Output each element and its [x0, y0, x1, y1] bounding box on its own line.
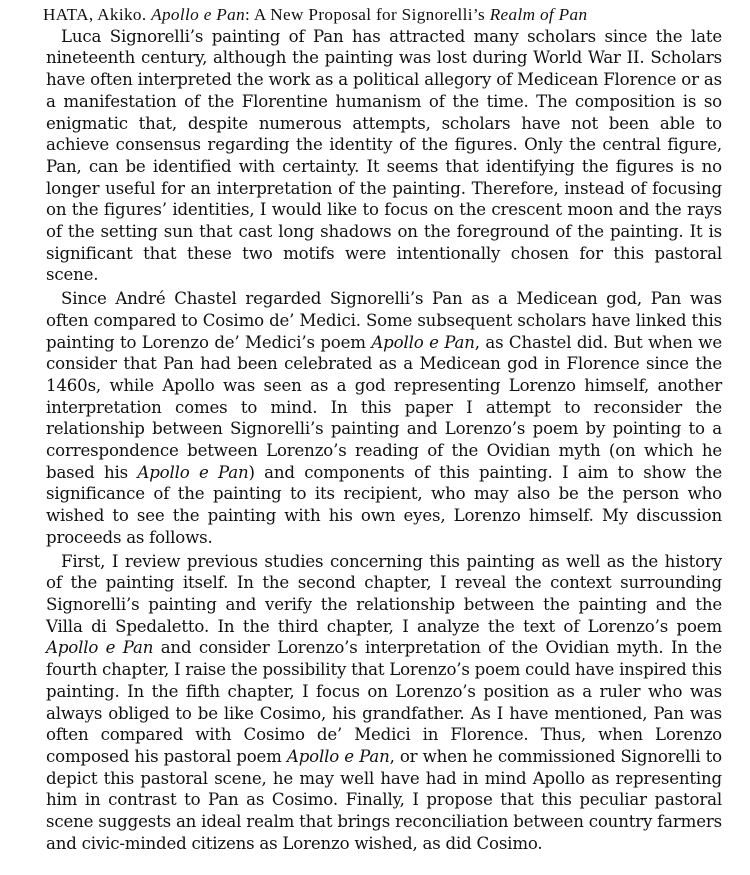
paragraph-2	[46, 288, 722, 548]
paragraph-3-italic-1: Apollo e Pan	[46, 638, 154, 658]
paragraph-2-italic-2: Apollo e Pan	[137, 462, 249, 482]
title-italic-part: Apollo e Pan	[151, 5, 246, 24]
paragraph-3	[46, 551, 722, 855]
paragraph-3-text-1: First, I review previous studies concerning this painting as well as the history of the painting itself. In the second chapter, I reveal the context surrounding Signorelli’s painting and verify the relationship between the painting and the Villa di Spedaletto. In the third chapter, I analyze the text of Lorenzo’s poem	[46, 551, 722, 636]
paragraph-1	[46, 26, 722, 286]
paragraph-2-text-3: ) and components of this painting. I aim to show the significance of the painting to its recipient, who may also be the person who wished to see the painting with his own eyes, Lorenzo himself. My discussion proceeds as follows.	[46, 462, 722, 547]
paragraph-3-text-2: and consider Lorenzo’s interpretation of the Ovidian myth. In the fourth chapter, I raise the possibility that Lorenzo’s poem could have inspired this painting. In the fifth chapter, I focus on Lorenzo’s position as a ruler who was always obliged to be like Cosimo, his grandfather. As I have mentioned, Pan was often compared with Cosimo de’ Medici in Florence. Thus, when Lorenzo composed his pastoral poem	[46, 638, 722, 766]
title-italic-end: Realm of Pan	[489, 5, 588, 24]
paragraph-2-italic-1: Apollo e Pan	[371, 332, 475, 352]
paragraph-3-italic-2: Apollo e Pan	[286, 746, 390, 766]
paragraph-2-text-2: , as Chastel did. But when we consider that Pan had been celebrated as a Medicean god in Florence since the 1460s, while Apollo was seen as a god representing Lorenzo himself, another interpretation comes to mind. In this paper I attempt to reconsider the relationship between Signorelli’s painting and Lorenzo’s poem by pointing to a correspondence between Lorenzo’s reading of the Ovidian myth (on which he based his	[46, 332, 722, 482]
article-heading	[43, 4, 722, 26]
paragraph-2-text-1: Since André Chastel regarded Signorelli’s Pan as a Medicean god, Pan was often compared to Cosimo de’ Medici. Some subsequent scholars have linked this painting to Lorenzo de’ Medici’s poem	[46, 289, 722, 352]
paragraph-3-text-3: , or when he commissioned Signorelli to depict this pastoral scene, he may well have had in mind Apollo as representing him in contrast to Pan as Cosimo. Finally, I propose that this peculiar pastoral scene suggests an ideal realm that brings reconciliation between country farmers and civic-minded citizens as Lorenzo wished, as did Cosimo.	[46, 746, 722, 853]
paragraph-1-text: Luca Signorelli’s painting of Pan has attracted many scholars since the late nineteenth century, although the painting was lost during World War II. Scholars have often interpreted the work as a political allegory of Medicean Florence or as a manifestation of the Florentine humanism of the time. The composition is so enigmatic that, despite numerous attempts, scholars have not been able to achieve consensus regarding the identity of the figures. Only the central figure, Pan, can be identified with certainty. It seems that identifying the figures is no longer useful for an interpretation of the painting. Therefore, instead of focusing on the figures’ identities, I would like to focus on the crescent moon and the rays of the setting sun that cast long shadows on the foreground of the painting. It is significant that these two motifs were intentionally chosen for this pastoral scene.	[46, 26, 722, 285]
author-name: HATA, Akiko.	[43, 5, 147, 24]
title-main-part: : A New Proposal for Signorelli’s	[245, 5, 490, 24]
